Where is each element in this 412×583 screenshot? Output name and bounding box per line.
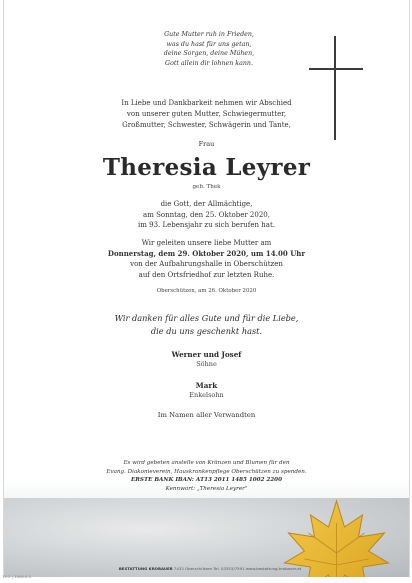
donation-line: Evang. Diakonieverein, Hauskrankenpflege Oberschützen zu spenden. [106,468,307,475]
relatives-line: Im Namen aller Verwandten [157,411,256,419]
funeral-date: Donnerstag, dem 29. Oktober 2020, um 14.00 Uhr [107,248,306,258]
maple-leaf-icon [274,493,399,577]
death-notice [4,199,409,231]
obituary-card [3,0,410,577]
poem-line: deine Sorgen, deine Mühen, [163,50,255,58]
maiden-name: geb. Thek [192,184,221,190]
poem-line: was du hast für uns getan, [166,40,252,48]
thanks-text [4,312,409,338]
death-notice-line: die Gott, der Allmächtige, [160,200,253,208]
death-notice-line: im 93. Lebensjahr zu sich berufen hat. [138,221,275,229]
intro-line: In Liebe und Dankbarkeit nehmen wir Abschied [121,99,292,107]
intro-line: von unserer guten Mutter, Schwiegermutter, [126,110,287,118]
funeral-line: auf den Ortsfriedhof zur letzten Ruhe. [138,270,275,279]
thanks-line: die du uns geschenkt hast. [150,326,263,336]
thanks-line: Wir danken für alles Gute und für die Liebe, [114,313,299,323]
death-notice-line: am Sonntag, den 25. Oktober 2020, [143,210,270,219]
poem-line: Gute Mutter ruh in Frieden, [164,31,254,38]
mourner-names: Mark [195,381,218,390]
page-code: 12.2 | 1008.4.2 [2,574,32,579]
mourner-names: Werner und Josef [171,350,242,359]
place-date: Oberschützen, am 26. Oktober 2020 [156,288,257,294]
undertaker-info [14,566,406,571]
bank-details: ERSTE BANK IBAN: AT13 2011 1485 1002 2200 [131,477,282,484]
funeral-line: Wir geleiten unsere liebe Mutter am [141,239,272,247]
undertaker-details: 7432 Oberschützen Tel. 03353/7591 www.bestattung-krobauer.at [173,566,302,571]
funeral-info [4,238,409,280]
mourner-relation: Söhne [196,360,217,368]
donation-line: Es wird gebeten anstelle von Kränzen und Blumen für den [123,460,290,466]
intro-line: Großmutter, Schwester, Schwägerin und Tante, [122,121,291,129]
funeral-line: von der Aufbahrungshalle in Oberschützen [130,260,283,268]
intro-text [4,98,409,131]
donation-notice [4,459,409,493]
salutation: Frau [198,140,215,148]
donation-keyword: Kennwort: „Theresia Leyrer" [165,485,248,492]
mourner-relation: Enkelsohn [189,391,224,399]
poem-line: Gott allein dir lohnen kann. [165,59,253,67]
poem [94,30,324,68]
undertaker-name: BESTATTUNG KROBAUER [118,566,173,571]
deceased-name: Theresia Leyrer [102,154,311,181]
